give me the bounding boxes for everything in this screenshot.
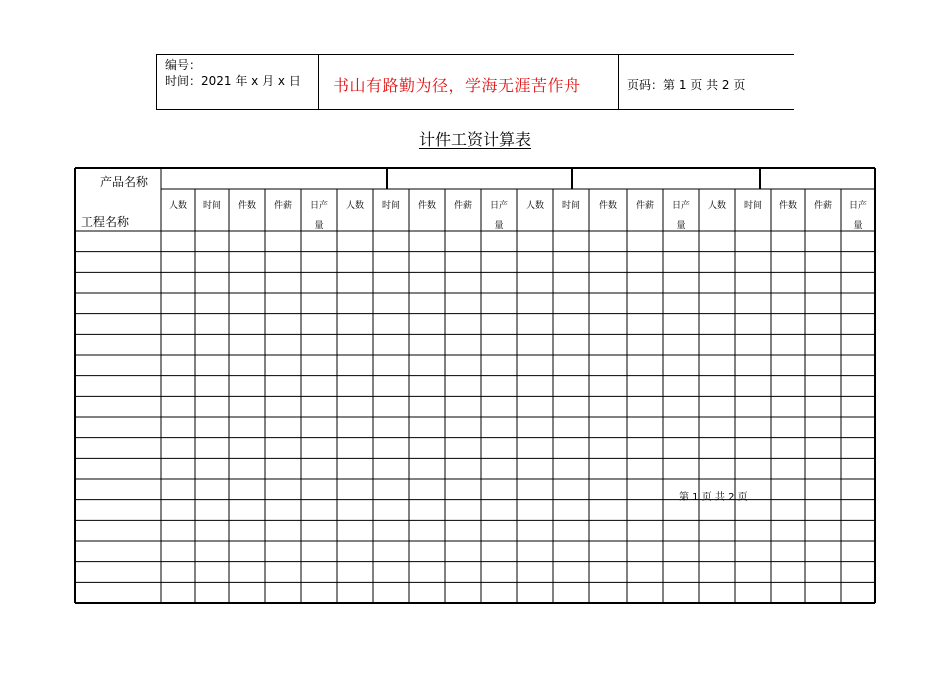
- document-date: 时间：2021 年 x 月 x 日: [165, 74, 301, 88]
- page-info: 页码：第 1 页 共 2 页: [627, 78, 746, 92]
- product-name-label: 产品名称: [100, 175, 149, 189]
- column-header-daily-output: 日产: [848, 201, 867, 211]
- column-header: 时间: [743, 201, 762, 211]
- page-title-text: 计件工资计算表: [418, 130, 531, 149]
- column-header: 人数: [345, 201, 364, 211]
- motto-text: 书山有路勤为径，学海无涯苦作舟: [333, 76, 581, 95]
- column-header: 人数: [168, 201, 187, 211]
- column-header-daily-output: 日产: [309, 201, 328, 211]
- column-header: 件数: [417, 201, 436, 211]
- column-header: 人数: [525, 201, 544, 211]
- process-name-label: 工程名称: [81, 215, 130, 229]
- column-header: 件薪: [453, 201, 472, 211]
- column-header: 件数: [237, 201, 256, 211]
- column-header-daily-output-cont: 量: [494, 221, 504, 231]
- column-header: 件数: [778, 201, 797, 211]
- inline-page-note: 第 1 页 共 2 页: [679, 492, 748, 503]
- column-header: 件薪: [273, 201, 292, 211]
- column-header: 时间: [381, 201, 400, 211]
- column-header: 件数: [598, 201, 617, 211]
- document-code-label: 编号：: [165, 58, 202, 72]
- column-header: 件薪: [635, 201, 654, 211]
- column-header-daily-output-cont: 量: [853, 221, 863, 231]
- column-header-daily-output-cont: 量: [676, 221, 686, 231]
- column-header-daily-output: 日产: [671, 201, 690, 211]
- column-header: 件薪: [813, 201, 832, 211]
- column-header: 时间: [202, 201, 221, 211]
- column-header-daily-output: 日产: [489, 201, 508, 211]
- column-header: 时间: [561, 201, 580, 211]
- column-header-daily-output-cont: 量: [314, 221, 324, 231]
- column-header: 人数: [707, 201, 726, 211]
